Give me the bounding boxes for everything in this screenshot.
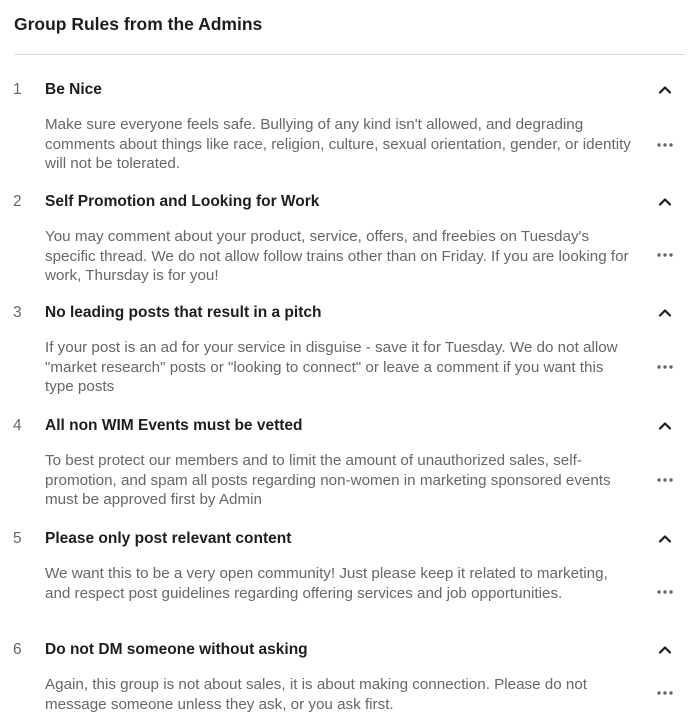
chevron-up-icon[interactable] xyxy=(655,529,675,549)
page-title: Group Rules from the Admins xyxy=(14,14,263,34)
rule-number: 4 xyxy=(13,417,22,434)
more-options-icon[interactable] xyxy=(652,472,678,488)
more-options-icon[interactable] xyxy=(652,359,678,375)
rule-description: You may comment about your product, service, offers, and freebies on Tuesday's specific thread. We do not allow follow trains other than on Friday. If you are looking for work, Thursday is for you! xyxy=(45,228,629,284)
rule-description: Make sure everyone feels safe. Bullying of any kind isn't allowed, and degrading comments about things like race, religion, culture, sexual orientation, gender, or identity will not be tolerated. xyxy=(45,116,631,172)
chevron-up-icon[interactable] xyxy=(655,303,675,323)
chevron-up-icon[interactable] xyxy=(655,192,675,212)
rule-title: Please only post relevant content xyxy=(45,530,292,547)
rule-number: 1 xyxy=(13,81,22,98)
more-options-icon[interactable] xyxy=(652,584,678,600)
chevron-up-icon[interactable] xyxy=(655,416,675,436)
rule-title: All non WIM Events must be vetted xyxy=(45,417,303,434)
more-options-icon[interactable] xyxy=(652,685,678,701)
rule-description: Again, this group is not about sales, it is about making connection. Please do not message someone unless they ask, or you ask first. xyxy=(45,676,588,713)
rule-title: Be Nice xyxy=(45,81,102,98)
rule-description: We want this to be a very open community! Just please keep it related to marketing, and respect post guidelines regarding offering services and job opportunities. xyxy=(45,565,608,602)
chevron-up-icon[interactable] xyxy=(655,640,675,660)
rule-description: If your post is an ad for your service in disguise - save it for Tuesday. We do not allow "market research" posts or "looking to connect" or leave a comment if you want this type posts xyxy=(45,339,618,395)
rule-number: 5 xyxy=(13,530,22,547)
rule-number: 6 xyxy=(13,641,22,658)
rule-title: Self Promotion and Looking for Work xyxy=(45,193,320,210)
rule-number: 3 xyxy=(13,304,22,321)
more-options-icon[interactable] xyxy=(652,247,678,263)
rule-description: To best protect our members and to limit the amount of unauthorized sales, self-promotion, and spam all posts regarding non-women in marketing sponsored events must be approved first by Admin xyxy=(45,452,611,508)
rule-number: 2 xyxy=(13,193,22,210)
rule-title: No leading posts that result in a pitch xyxy=(45,304,322,321)
more-options-icon[interactable] xyxy=(652,137,678,153)
rule-title: Do not DM someone without asking xyxy=(45,641,308,658)
chevron-up-icon[interactable] xyxy=(655,80,675,100)
header-divider xyxy=(14,54,685,55)
